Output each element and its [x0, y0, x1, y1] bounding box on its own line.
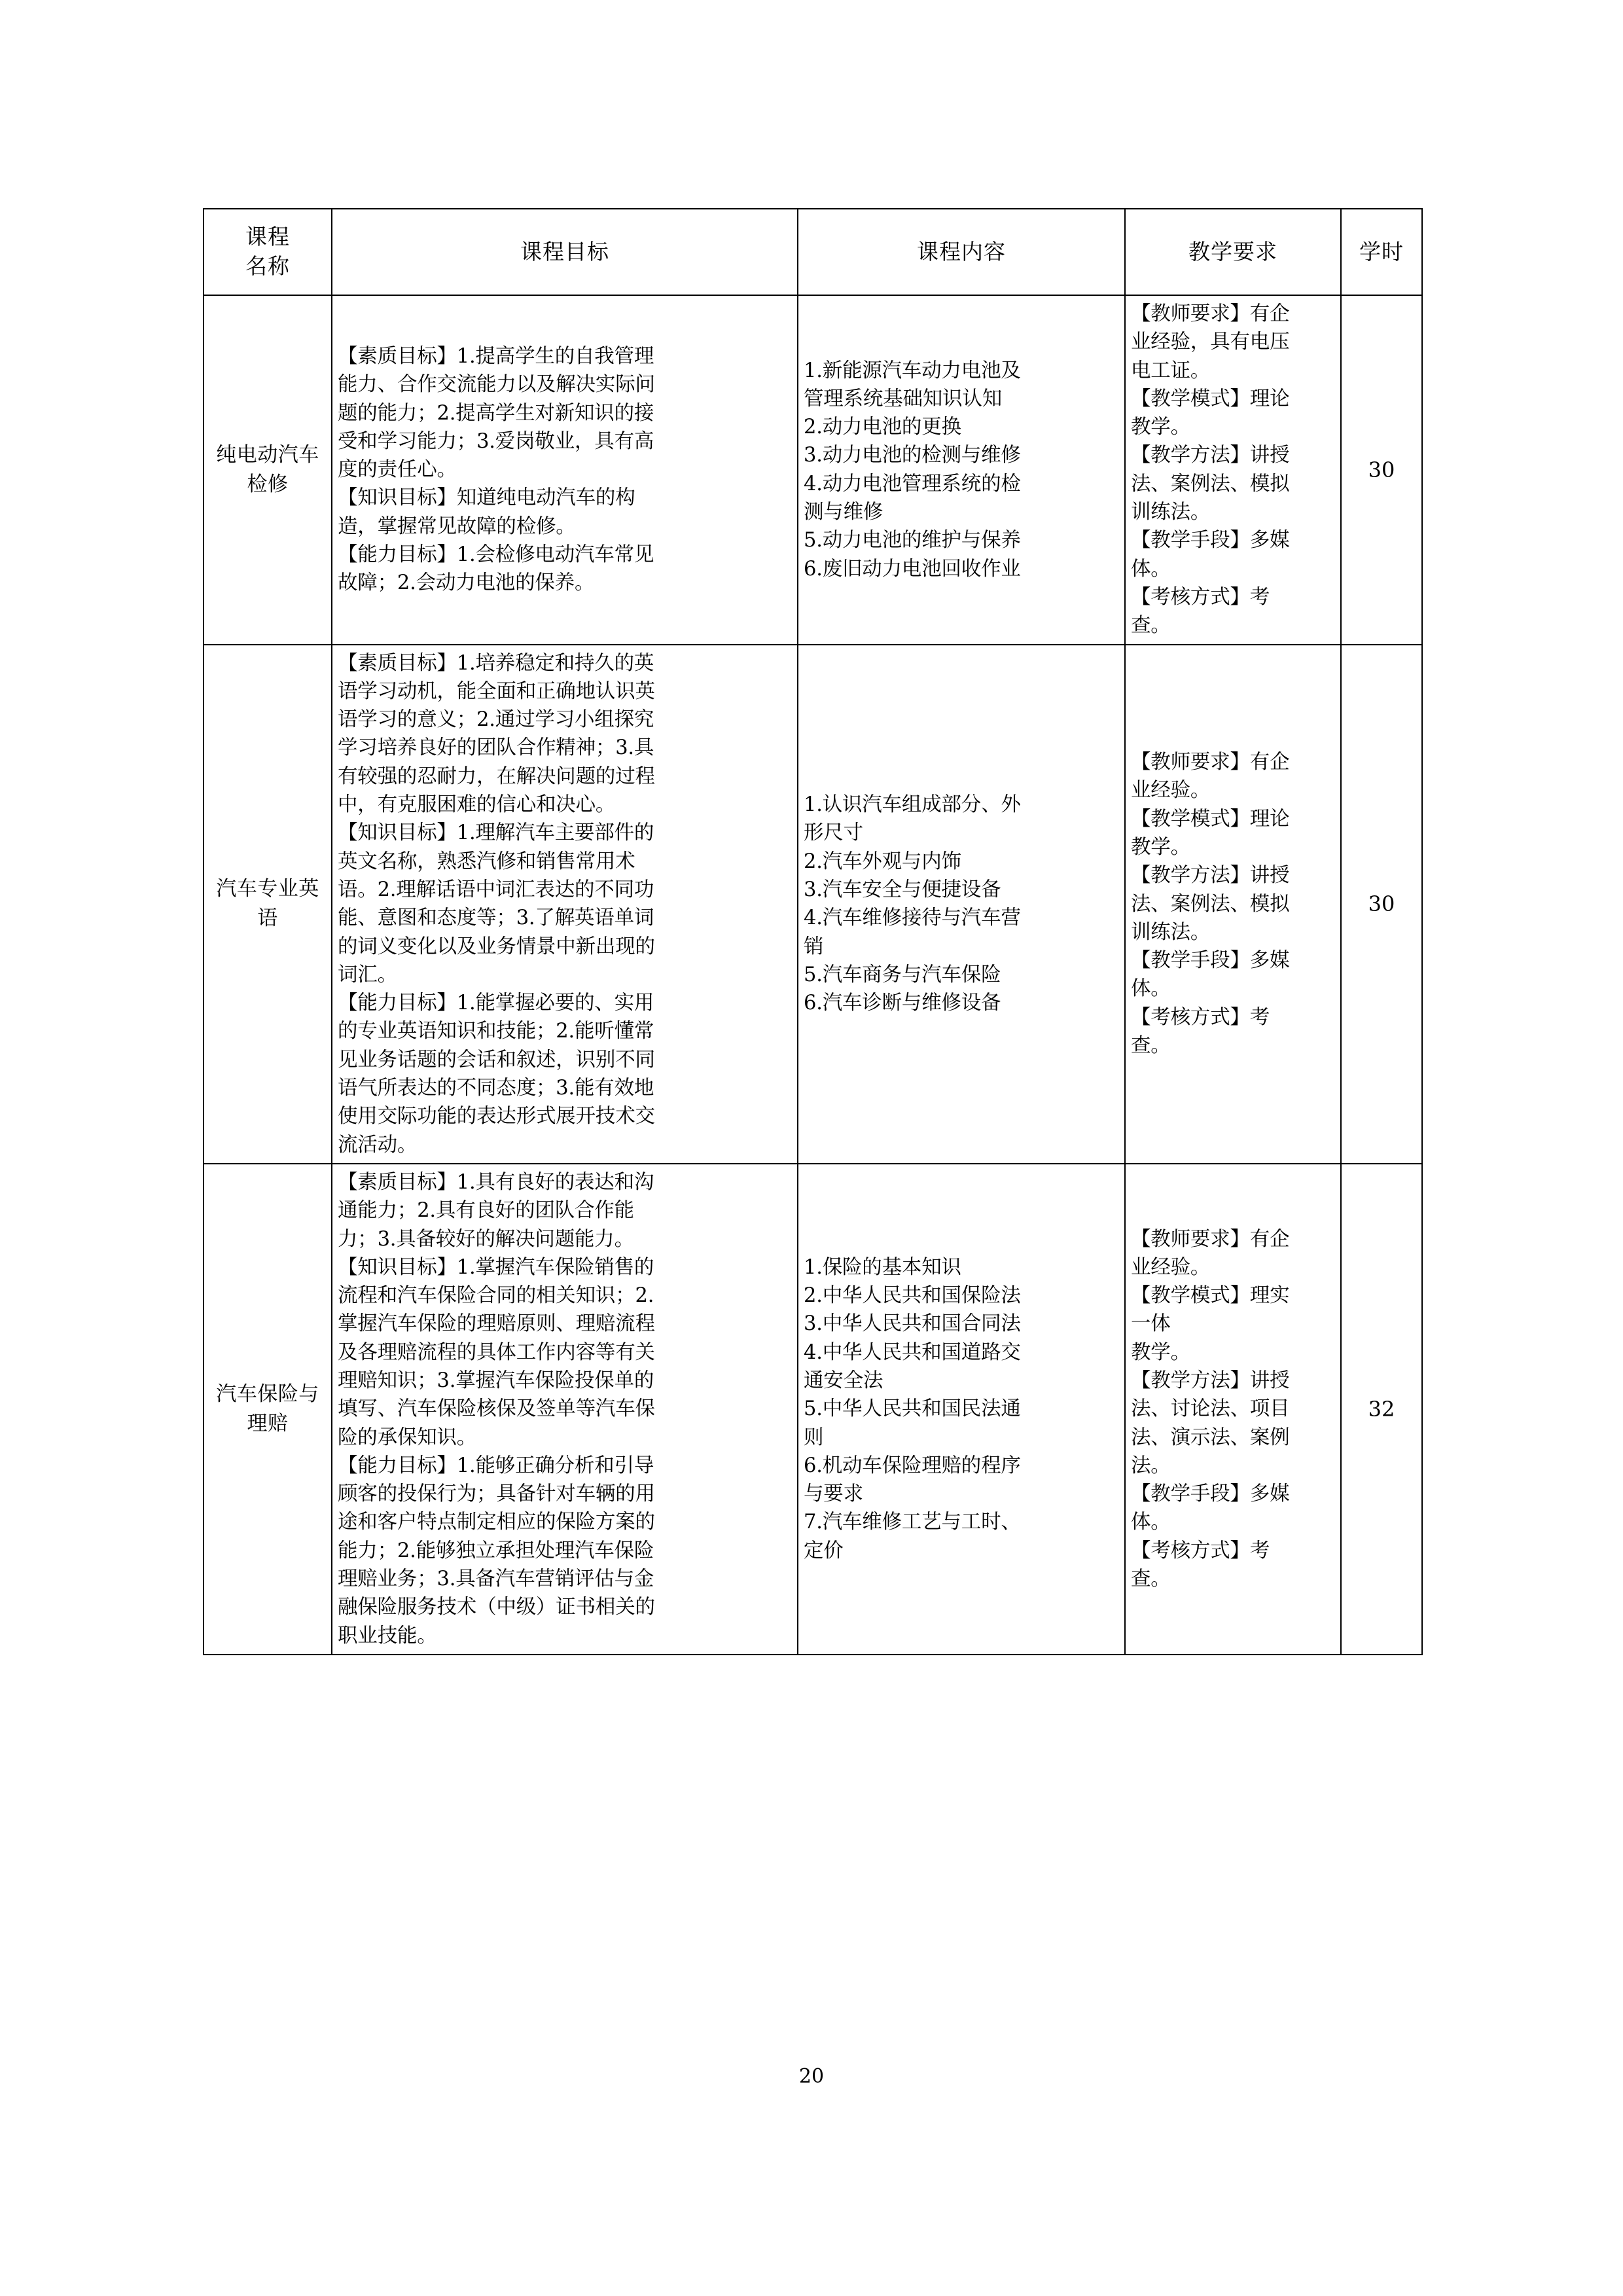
text-line: 查。: [1131, 1568, 1171, 1591]
text-line: 力；3.具备较好的解决问题能力。: [338, 1227, 634, 1251]
text-line: 3.汽车安全与便捷设备: [804, 878, 1001, 901]
text-line: 【考核方式】考: [1131, 1005, 1270, 1029]
text-line: 1.认识汽车组成部分、外: [804, 793, 1021, 817]
page-number: 20: [798, 2065, 825, 2088]
text-line: 语学习的意义；2.通过学习小组探究: [338, 708, 654, 732]
text-line: 【教学模式】理实: [1131, 1284, 1290, 1308]
text-line: 体。: [1131, 977, 1171, 1001]
text-line: 测与维修: [804, 501, 883, 524]
text-line: 教学。: [1131, 835, 1190, 859]
text-line: 理赔业务；3.具备汽车营销评估与金: [338, 1568, 654, 1591]
table-row: [204, 1164, 1422, 1655]
text-line: 【教学方法】讲授: [1131, 1369, 1290, 1392]
text-line: 故障；2.会动力电池的保养。: [338, 571, 595, 595]
text-line: 【素质目标】1.培养稳定和持久的英: [338, 651, 654, 675]
text-line: 2.中华人民共和国保险法: [804, 1284, 1021, 1308]
text-line: 业经验。: [1131, 779, 1211, 802]
text-line: 【教学方法】讲授: [1131, 444, 1290, 467]
course-name-cell: [204, 645, 332, 1164]
course-name-text: 汽车专业英语: [216, 877, 319, 931]
text-line: 【考核方式】考: [1131, 1539, 1270, 1562]
course-table: [203, 208, 1423, 1655]
text-line: 【素质目标】1.具有良好的表达和沟: [338, 1170, 654, 1194]
text-line: 【教师要求】有企: [1131, 751, 1290, 774]
text-line: 【知识目标】1.理解汽车主要部件的: [338, 821, 654, 845]
table-body: [204, 295, 1422, 1655]
text-line: 1.新能源汽车动力电池及: [804, 359, 1021, 382]
header-course-content: 课程内容: [798, 209, 1125, 295]
text-line: 度的责任心。: [338, 458, 457, 482]
text-line: 流活动。: [338, 1133, 418, 1157]
text-line: 则: [804, 1426, 824, 1449]
text-line: 语气所表达的不同态度；3.能有效地: [338, 1077, 654, 1100]
text-line: 法。: [1131, 1454, 1171, 1477]
text-line: 业经验。: [1131, 1255, 1211, 1279]
text-line: 查。: [1131, 614, 1171, 637]
table-row: [204, 645, 1422, 1164]
header-course-goal: 课程目标: [332, 209, 798, 295]
text-line: 顾客的投保行为；具备针对车辆的用: [338, 1482, 655, 1506]
class-hours-cell: 30: [1341, 645, 1422, 1164]
text-line: 词汇。: [338, 963, 397, 986]
text-line: 教学。: [1131, 416, 1190, 439]
text-line: 法、讨论法、项目: [1131, 1397, 1290, 1421]
text-line: 【教学手段】多媒: [1131, 529, 1290, 552]
text-line: 能、意图和态度等；3.了解英语单词: [338, 906, 654, 930]
text-line: 6.机动车保险理赔的程序: [804, 1454, 1021, 1477]
text-line: 4.中华人民共和国道路交: [804, 1340, 1021, 1364]
text-line: 【教学手段】多媒: [1131, 1482, 1290, 1506]
course-name-text: 汽车保险与理赔: [216, 1382, 319, 1435]
text-line: 2.汽车外观与内饰: [804, 850, 961, 873]
text-line: 与要求: [804, 1482, 863, 1506]
text-line: 6.废旧动力电池回收作业: [804, 557, 1021, 581]
text-line: 形尺寸: [804, 821, 863, 845]
text-line: 融保险服务技术（中级）证书相关的: [338, 1596, 655, 1619]
text-line: 【考核方式】考: [1131, 585, 1270, 609]
text-line: 职业技能。: [338, 1624, 437, 1647]
text-line: 填写、汽车保险核保及签单等汽车保: [338, 1397, 655, 1421]
text-line: 险的承保知识。: [338, 1426, 477, 1449]
course-goal-cell: [332, 295, 798, 645]
course-goal-cell: [332, 1164, 798, 1655]
class-hours-cell: 30: [1341, 295, 1422, 645]
teaching-requirement-cell: [1125, 295, 1341, 645]
text-line: 法、案例法、模拟: [1131, 472, 1290, 495]
text-line: 英文名称，熟悉汽修和销售常用术: [338, 850, 635, 873]
header-class-hours: 学时: [1341, 209, 1422, 295]
text-line: 销: [804, 935, 824, 958]
text-line: 流程和汽车保险合同的相关知识；2.: [338, 1284, 654, 1308]
text-line: 通能力；2.具有良好的团队合作能: [338, 1199, 634, 1223]
text-line: 能力；2.能够独立承担处理汽车保险: [338, 1539, 654, 1562]
text-line: 【能力目标】1.会检修电动汽车常见: [338, 543, 654, 567]
text-line: 中，有克服困难的信心和决心。: [338, 793, 616, 817]
text-line: 训练法。: [1131, 501, 1211, 524]
teaching-requirement-cell: [1125, 645, 1341, 1164]
text-line: 6.汽车诊断与维修设备: [804, 992, 1001, 1015]
teaching-requirement-cell: [1125, 1164, 1341, 1655]
text-line: 一体: [1131, 1312, 1171, 1336]
text-line: 使用交际功能的表达形式展开技术交: [338, 1105, 655, 1128]
course-goal-cell: [332, 645, 798, 1164]
course-content-cell: [798, 295, 1125, 645]
text-line: 7.汽车维修工艺与工时、: [804, 1511, 1021, 1534]
course-name-cell: [204, 295, 332, 645]
text-line: 理赔知识；3.掌握汽车保险投保单的: [338, 1369, 654, 1392]
text-line: 【知识目标】知道纯电动汽车的构: [338, 486, 635, 510]
text-line: 管理系统基础知识认知: [804, 387, 1002, 410]
text-line: 见业务话题的会话和叙述，识别不同: [338, 1048, 655, 1071]
text-line: 3.动力电池的检测与维修: [804, 444, 1021, 467]
text-line: 法、演示法、案例: [1131, 1426, 1290, 1449]
text-line: 学习培养良好的团队合作精神；3.具: [338, 736, 654, 760]
header-course-name-line1: 课程: [245, 224, 290, 250]
text-line: 体。: [1131, 557, 1171, 581]
text-line: 【教学模式】理论: [1131, 807, 1290, 831]
text-line: 通安全法: [804, 1369, 883, 1392]
text-line: 5.汽车商务与汽车保险: [804, 963, 1001, 986]
course-name-cell: [204, 1164, 332, 1655]
text-line: 体。: [1131, 1511, 1171, 1534]
text-line: 能力、合作交流能力以及解决实际问: [338, 373, 655, 397]
text-line: 语学习动机，能全面和正确地认识英: [338, 679, 655, 703]
text-line: 有较强的忍耐力，在解决问题的过程: [338, 764, 655, 788]
table-row: [204, 295, 1422, 645]
text-line: 5.动力电池的维护与保养: [804, 529, 1021, 552]
text-line: 的专业英语知识和技能；2.能听懂常: [338, 1020, 654, 1043]
text-line: 【教师要求】有企: [1131, 302, 1290, 325]
text-line: 定价: [804, 1539, 844, 1562]
text-line: 4.汽车维修接待与汽车营: [804, 906, 1021, 930]
text-line: 【知识目标】1.掌握汽车保险销售的: [338, 1255, 654, 1279]
class-hours-cell: 32: [1341, 1164, 1422, 1655]
header-course-name: [204, 209, 332, 295]
text-line: 的词义变化以及业务情景中新出现的: [338, 935, 655, 958]
text-line: 及各理赔流程的具体工作内容等有关: [338, 1340, 655, 1364]
text-line: 3.中华人民共和国合同法: [804, 1312, 1021, 1336]
text-line: 4.动力电池管理系统的检: [804, 472, 1021, 495]
text-line: 教学。: [1131, 1340, 1190, 1364]
text-line: 2.动力电池的更换: [804, 416, 961, 439]
text-line: 业经验，具有电压: [1131, 331, 1290, 354]
course-table-container: [203, 208, 1421, 1655]
header-course-name-line2: 名称: [245, 253, 290, 279]
text-line: 途和客户特点制定相应的保险方案的: [338, 1511, 655, 1534]
text-line: 【能力目标】1.能够正确分析和引导: [338, 1454, 654, 1477]
text-line: 掌握汽车保险的理赔原则、理赔流程: [338, 1312, 655, 1336]
header-teaching-requirement: 教学要求: [1125, 209, 1341, 295]
text-line: 语。2.理解话语中词汇表达的不同功: [338, 878, 654, 901]
text-line: 查。: [1131, 1034, 1171, 1058]
text-line: 【素质目标】1.提高学生的自我管理: [338, 344, 654, 368]
text-line: 【教学模式】理论: [1131, 387, 1290, 410]
text-line: 电工证。: [1131, 359, 1211, 382]
course-content-cell: [798, 645, 1125, 1164]
course-name-text: 纯电动汽车检修: [216, 442, 319, 496]
text-line: 1.保险的基本知识: [804, 1255, 961, 1279]
table-header-row: [204, 209, 1422, 295]
text-line: 【教学方法】讲授: [1131, 864, 1290, 888]
text-line: 法、案例法、模拟: [1131, 892, 1290, 916]
text-line: 【教师要求】有企: [1131, 1227, 1290, 1251]
course-content-cell: [798, 1164, 1125, 1655]
text-line: 训练法。: [1131, 920, 1211, 944]
text-line: 题的能力；2.提高学生对新知识的接: [338, 401, 654, 425]
text-line: 5.中华人民共和国民法通: [804, 1397, 1021, 1421]
text-line: 【能力目标】1.能掌握必要的、实用: [338, 992, 654, 1015]
text-line: 受和学习能力；3.爱岗敬业，具有高: [338, 429, 654, 453]
text-line: 造，掌握常见故障的检修。: [338, 514, 576, 538]
text-line: 【教学手段】多媒: [1131, 949, 1290, 973]
